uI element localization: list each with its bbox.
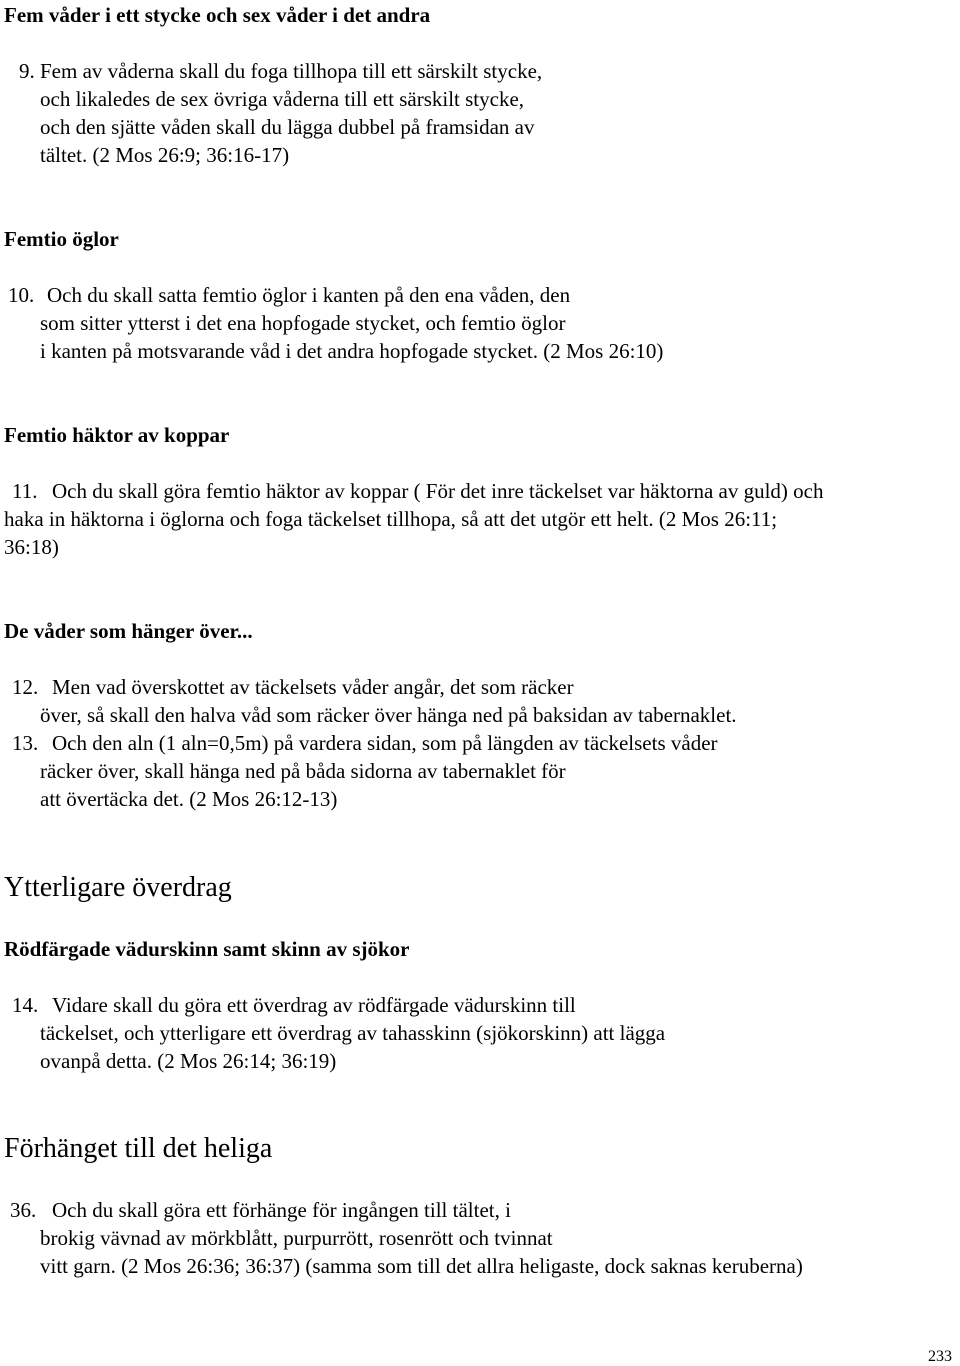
paragraph-line: brokig vävnad av mörkblått, purpurrött, rosenrött och tvinnat [40, 1226, 553, 1250]
paragraph-line: Och du skall satta femtio öglor i kanten på den ena våden, den [47, 283, 571, 307]
paragraph-line: Och den aln (1 aln=0,5m) på vardera sidan, som på längden av täckelsets våder [52, 731, 718, 755]
section-title: Ytterligare överdrag [4, 872, 232, 903]
paragraph-number: 9. [19, 59, 35, 83]
paragraph-number: 13. [12, 731, 39, 755]
paragraph-line: Vidare skall du göra ett överdrag av rödfärgade vädurskinn till [52, 993, 576, 1017]
paragraph-line: i kanten på motsvarande våd i det andra hopfogade stycket. (2 Mos 26:10) [40, 339, 664, 363]
paragraph-line: och den sjätte våden skall du lägga dubbel på framsidan av [40, 115, 535, 139]
paragraph-line: vitt garn. (2 Mos 26:36; 36:37) (samma som till det allra heligaste, dock saknas keruberna) [40, 1254, 803, 1278]
paragraph-line: Fem av våderna skall du foga tillhopa till ett särskilt stycke, [40, 59, 543, 83]
section-heading: Rödfärgade vädurskinn samt skinn av sjökor [4, 937, 410, 961]
paragraph-number: 36. [10, 1198, 37, 1222]
paragraph-number: 12. [12, 675, 39, 699]
paragraph-line: tältet. (2 Mos 26:9; 36:16-17) [40, 143, 290, 167]
paragraph-line: Och du skall göra femtio häktor av koppar ( För det inre täckelset var häktorna av guld) och [52, 479, 824, 503]
paragraph-line: att övertäcka det. (2 Mos 26:12-13) [40, 787, 338, 811]
section-title: Förhänget till det heliga [4, 1133, 273, 1164]
paragraph-number: 11. [12, 479, 38, 503]
paragraph-number: 14. [12, 993, 39, 1017]
paragraph-line: 36:18) [4, 535, 59, 559]
paragraph-number: 10. [8, 283, 35, 307]
paragraph-line: haka in häktorna i öglorna och foga täckelset tillhopa, så att det utgör ett helt. (2 Mos 26:11; [4, 507, 778, 531]
section-heading: De våder som hänger över... [4, 619, 253, 643]
section-heading: Femtio häktor av koppar [4, 423, 230, 447]
page-number: 233 [928, 1348, 952, 1365]
section-heading: Fem våder i ett stycke och sex våder i det andra [4, 3, 431, 27]
paragraph-line: och likaledes de sex övriga våderna till ett särskilt stycke, [40, 87, 525, 111]
paragraph-line: räcker över, skall hänga ned på båda sidorna av tabernaklet för [40, 759, 566, 783]
paragraph-line: Och du skall göra ett förhänge för ingången till tältet, i [52, 1198, 511, 1222]
paragraph-line: som sitter ytterst i det ena hopfogade stycket, och femtio öglor [40, 311, 566, 335]
paragraph-line: över, så skall den halva våd som räcker över hänga ned på baksidan av tabernaklet. [40, 703, 737, 727]
paragraph-line: ovanpå detta. (2 Mos 26:14; 36:19) [40, 1049, 337, 1073]
paragraph-line: Men vad överskottet av täckelsets våder angår, det som räcker [52, 675, 574, 699]
section-heading: Femtio öglor [4, 227, 119, 251]
paragraph-line: täckelset, och ytterligare ett överdrag av tahasskinn (sjökorskinn) att lägga [40, 1021, 666, 1045]
